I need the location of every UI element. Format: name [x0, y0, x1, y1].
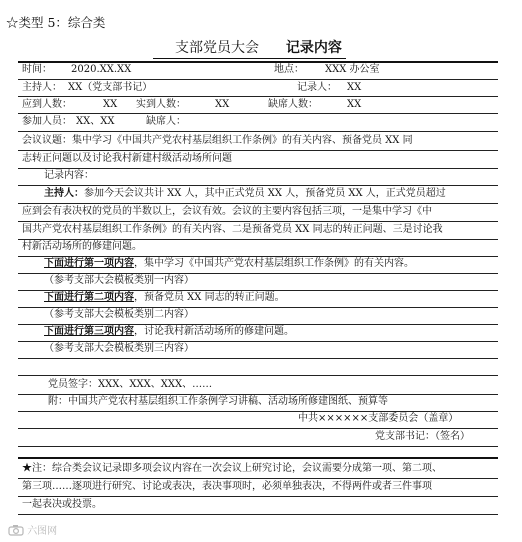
title-org: 支部党员大会: [175, 40, 259, 56]
signature-line: 党员签字：XXX、XXX、XXX、……: [48, 379, 213, 390]
agenda-line: 会议议题：集中学习《中国共产党农村基层组织工作条例》的有关内容、预备党员 XX 同: [22, 135, 413, 146]
item-three: 下面进行第三项内容，讨论我村新活动场所的修建问题。: [44, 326, 294, 337]
time-label: 时间：: [22, 64, 52, 75]
row-divider: [18, 131, 498, 132]
note-line: ★注：综合类会议记录即多项会议内容在一次会议上研究讨论，会议需要分成第一项、第二项、: [22, 463, 442, 474]
watermark-text: 六图网: [27, 526, 58, 537]
host-statement-line: 主持人：参加今天会议共计 XX 人，其中正式党员 XX 人，预备党员 XX 人，正式党员超过: [44, 188, 446, 199]
note-line: 第三项……逐项进行研究、讨论或表决，表决事项时，必须单独表决，不得两件或者三件事项: [22, 481, 432, 492]
row-divider: [18, 221, 498, 222]
attendees-value: XX、XX: [76, 116, 115, 127]
item-three-ref: （参考支部大会模板类别三内容）: [44, 343, 194, 354]
host-label: 主持人：: [22, 82, 62, 93]
host-statement-line: 国共产党农村基层组织工作条例》的有关内容、二是预备党员 XX 同志的转正问题、三是讨论我: [22, 224, 443, 235]
row-divider: [18, 514, 498, 515]
row-divider: [18, 358, 498, 359]
host-statement-line: 应到会有表决权的党员的半数以上，会议有效。会议的主要内容包括三项，一是集中学习《中: [22, 206, 432, 217]
title-main: 记录内容: [285, 40, 342, 56]
time-value: 2020.XX.XX: [71, 64, 132, 75]
host-value: XX（党支部书记）: [68, 82, 153, 93]
agenda-line: 志转正问题以及讨论我村新建村级活动场所问题: [22, 153, 232, 164]
camera-icon: [8, 524, 24, 539]
absent-count-label: 缺席人数：: [268, 99, 318, 110]
item-one-ref: （参考支部大会模板类别一内容）: [44, 275, 194, 286]
row-divider: [18, 496, 498, 497]
absent-count-value: XX: [347, 99, 362, 110]
row-divider: [18, 79, 498, 80]
recorder-value: XX: [347, 82, 362, 93]
note-rule: [18, 457, 498, 459]
item-two: 下面进行第二项内容，预备党员 XX 同志的转正问题。: [44, 292, 285, 303]
row-divider: [18, 428, 498, 429]
attachment-line: 附：中国共产党农村基层组织工作条例学习讲稿、活动场所修建图纸、预算等: [48, 396, 388, 407]
row-divider: [18, 446, 498, 447]
place-label: 地点：: [274, 64, 304, 75]
actual-value: XX: [215, 99, 230, 110]
row-divider: [18, 203, 498, 204]
recorder-label: 记录人：: [297, 82, 337, 93]
host-bold-label: 主持人：: [44, 188, 84, 199]
absentees-label: 缺席人：: [146, 116, 186, 127]
expected-value: XX: [103, 99, 118, 110]
page-title: [153, 38, 346, 59]
row-divider: [18, 150, 498, 151]
item-one-heading: 下面进行第一项内容: [44, 258, 134, 269]
place-value: XXX 办公室: [325, 64, 380, 75]
expected-label: 应到人数：: [22, 99, 72, 110]
actual-label: 实到人数：: [136, 99, 186, 110]
secretary-signature: 党支部书记：（签名）: [375, 431, 470, 442]
attendees-label: 参加人员：: [22, 116, 72, 127]
note-line: 一起表决或投票。: [22, 499, 102, 510]
record-heading: 记录内容：: [44, 170, 94, 181]
item-three-heading: 下面进行第三项内容: [44, 326, 134, 337]
row-divider: [18, 375, 498, 376]
row-divider: [18, 113, 498, 114]
type-label: ☆类型 5：综合类: [6, 15, 106, 30]
host-statement-line: 村新活动场所的修建问题。: [22, 241, 142, 252]
committee-seal: 中共××××××支部委员会（盖章）: [298, 413, 459, 424]
item-two-ref: （参考支部大会模板类别二内容）: [44, 309, 194, 320]
row-divider: [18, 478, 498, 479]
row-divider: [18, 185, 498, 186]
item-one: 下面进行第一项内容，集中学习《中国共产党农村基层组织工作条例》的有关内容。: [44, 258, 414, 269]
row-divider: [18, 96, 498, 97]
watermark: [8, 522, 57, 539]
item-two-heading: 下面进行第二项内容: [44, 292, 134, 303]
